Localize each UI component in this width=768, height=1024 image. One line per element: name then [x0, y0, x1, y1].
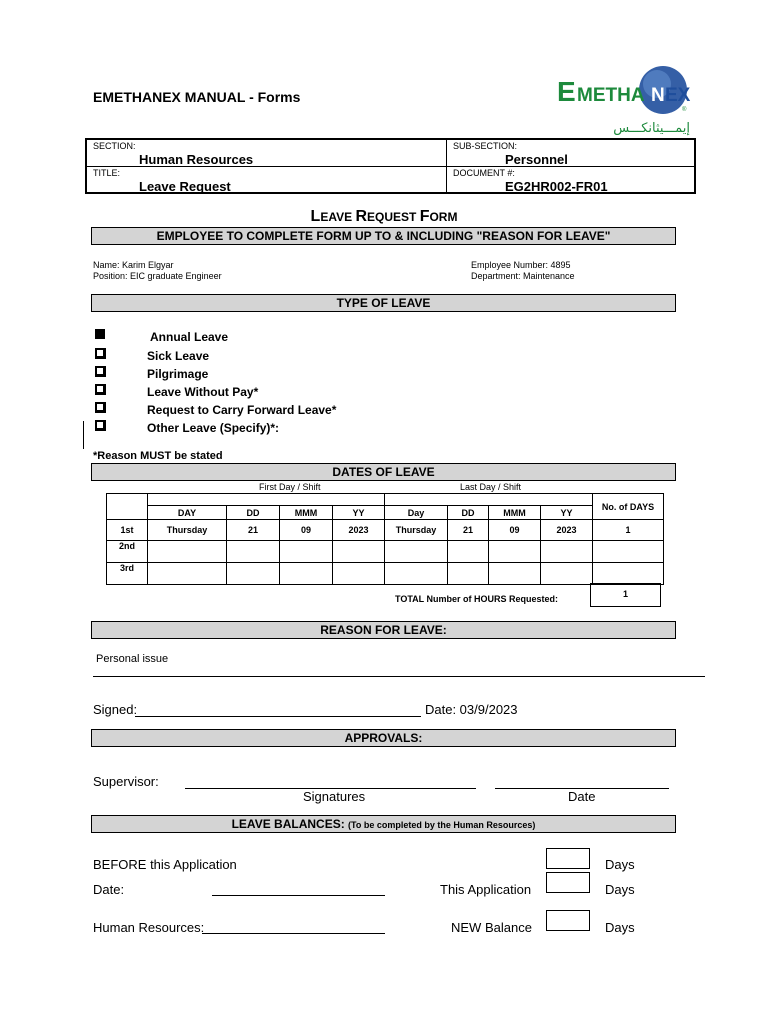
leave-balances-bar: LEAVE BALANCES: (To be completed by the Human Resources): [91, 815, 676, 833]
balances-note: (To be completed by the Human Resources): [348, 820, 536, 830]
reason-text[interactable]: Personal issue: [96, 653, 169, 665]
table-cell[interactable]: [280, 563, 333, 585]
type-of-leave-bar: TYPE OF LEAVE: [91, 294, 676, 312]
employee-name: Name: Karim Elgyar: [93, 260, 174, 270]
subsection-label: SUB-SECTION:: [453, 141, 518, 151]
before-application-label: BEFORE this Application: [93, 857, 237, 872]
days-label: Days: [605, 857, 635, 872]
table-row: [107, 541, 664, 563]
column-header: MMM: [280, 506, 333, 520]
leave-type-label: Request to Carry Forward Leave*: [147, 403, 337, 417]
section-label: SECTION:: [93, 141, 136, 151]
column-header: Day: [385, 506, 448, 520]
supervisor-label: Supervisor:: [93, 774, 159, 789]
column-header: YY: [333, 506, 385, 520]
balances-date-label: Date:: [93, 882, 125, 897]
table-cell[interactable]: [448, 541, 489, 563]
leave-type-label: Annual Leave: [150, 330, 229, 344]
table-cell[interactable]: 21: [227, 520, 280, 541]
new-balance-label: NEW Balance: [451, 920, 532, 935]
total-hours-value[interactable]: 1: [590, 583, 661, 607]
date-caption: Date: [568, 789, 596, 804]
total-hours-label: TOTAL Number of HOURS Requested:: [395, 594, 559, 604]
leave-type-label: Pilgrimage: [147, 367, 209, 381]
title-value: Leave Request: [139, 179, 231, 194]
balances-date-line[interactable]: [212, 895, 385, 896]
table-cell[interactable]: 1: [593, 520, 664, 541]
leave-type-label: Sick Leave: [147, 349, 210, 363]
table-cell[interactable]: [593, 541, 664, 563]
table-cell[interactable]: [385, 563, 448, 585]
pilgrimage-checkbox[interactable]: [95, 366, 105, 376]
table-cell[interactable]: 2023: [541, 520, 593, 541]
this-application-days-box[interactable]: [546, 872, 590, 893]
leave-type-label: Other Leave (Specify)*:: [147, 421, 280, 435]
svg-text:EX: EX: [665, 85, 691, 106]
signed-label: Signed:: [93, 702, 138, 717]
sick-leave-checkbox[interactable]: [95, 348, 105, 358]
before-days-box[interactable]: [546, 848, 590, 869]
signed-date: Date: 03/9/2023: [425, 702, 518, 717]
reason-note: *Reason MUST be stated: [93, 450, 223, 462]
table-cell[interactable]: [385, 541, 448, 563]
table-cell[interactable]: Thursday: [148, 520, 227, 541]
approvals-bar: APPROVALS:: [91, 729, 676, 747]
row-label: 3rd: [107, 563, 148, 585]
column-header: DD: [227, 506, 280, 520]
leave-type-label: Leave Without Pay*: [147, 385, 259, 399]
employee-section-bar: EMPLOYEE TO COMPLETE FORM UP TO & INCLUDING "REASON FOR LEAVE": [91, 227, 676, 245]
table-row: [107, 520, 664, 541]
table-cell[interactable]: 09: [489, 520, 541, 541]
table-cell[interactable]: [280, 541, 333, 563]
table-cell[interactable]: [148, 541, 227, 563]
row-label: 1st: [107, 520, 148, 541]
emethanex-logo: [555, 62, 695, 136]
days-label: Days: [605, 882, 635, 897]
document-label: DOCUMENT #:: [453, 168, 515, 178]
last-day-shift-label: Last Day / Shift: [460, 482, 522, 492]
svg-text:®: ®: [682, 107, 687, 113]
svg-text:إيمـــيثانكـــس: إيمـــيثانكـــس: [613, 121, 690, 136]
row-label: 2nd: [107, 541, 148, 563]
table-cell[interactable]: [333, 541, 385, 563]
leave-without-pay-checkbox[interactable]: [95, 384, 105, 394]
table-cell[interactable]: 2023: [333, 520, 385, 541]
table-row: [107, 563, 664, 585]
section-value: Human Resources: [139, 152, 254, 167]
employee-number: Employee Number: 4895: [471, 260, 571, 270]
svg-text:N: N: [651, 85, 665, 106]
table-cell[interactable]: 21: [448, 520, 489, 541]
employee-position: Position: EIC graduate Engineer: [93, 271, 222, 281]
reason-line: [93, 676, 705, 677]
employee-department: Department: Maintenance: [471, 271, 575, 281]
this-application-label: This Application: [440, 882, 532, 897]
document-header-table: [85, 138, 696, 194]
column-header: MMM: [489, 506, 541, 520]
table-cell[interactable]: [489, 563, 541, 585]
other-leave-checkbox[interactable]: [95, 420, 105, 430]
document-value: EG2HR002-FR01: [505, 179, 608, 194]
table-cell[interactable]: [148, 563, 227, 585]
text-cursor: [83, 421, 84, 449]
hr-signature-line[interactable]: [202, 933, 385, 934]
signatures-caption: Signatures: [303, 789, 366, 804]
days-label: Days: [605, 920, 635, 935]
column-header: DD: [448, 506, 489, 520]
human-resources-label: Human Resources:: [93, 920, 205, 935]
svg-text:METHA: METHA: [577, 85, 645, 106]
column-header: DAY: [148, 506, 227, 520]
table-cell[interactable]: [448, 563, 489, 585]
dates-table: [106, 493, 664, 585]
days-header: No. of DAYS: [593, 494, 664, 520]
table-cell[interactable]: [227, 541, 280, 563]
column-header: YY: [541, 506, 593, 520]
form-title: LEAVE REQUEST FORM: [310, 208, 458, 225]
annual-leave-checkbox[interactable]: [95, 329, 105, 339]
first-day-shift-label: First Day / Shift: [259, 482, 321, 492]
table-cell[interactable]: [489, 541, 541, 563]
table-cell[interactable]: 09: [280, 520, 333, 541]
subsection-value: Personnel: [505, 152, 568, 167]
title-label: TITLE:: [93, 168, 121, 178]
manual-title: EMETHANEX MANUAL - Forms: [93, 89, 301, 105]
dates-of-leave-bar: DATES OF LEAVE: [91, 463, 676, 481]
svg-text:E: E: [557, 76, 576, 107]
table-cell[interactable]: [541, 563, 593, 585]
table-cell[interactable]: Thursday: [385, 520, 448, 541]
reason-for-leave-bar: REASON FOR LEAVE:: [91, 621, 676, 639]
table-cell[interactable]: [541, 541, 593, 563]
table-cell[interactable]: [333, 563, 385, 585]
table-cell[interactable]: [593, 563, 664, 585]
new-balance-days-box[interactable]: [546, 910, 590, 931]
carry-forward-checkbox[interactable]: [95, 402, 105, 412]
table-cell[interactable]: [227, 563, 280, 585]
signature-line[interactable]: [135, 716, 421, 717]
